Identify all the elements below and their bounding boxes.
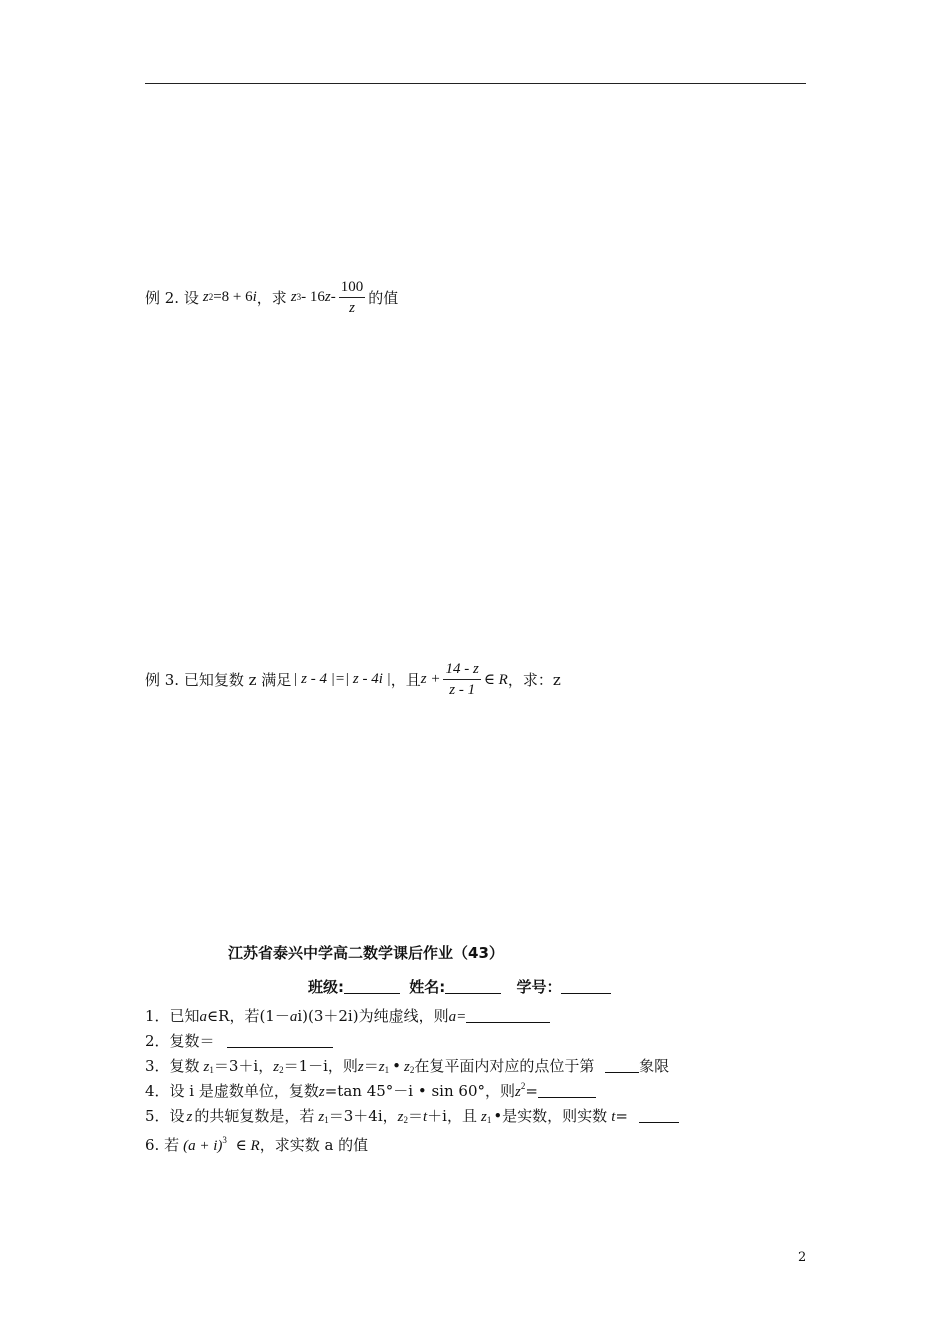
question-3: 3．复数 $z_1=3+i$，$z_2=1-i$，则$z=z_1$ • $z_2$在复平面内对应的点位于第 象限 <box>145 1057 670 1075</box>
header-rule <box>145 83 806 84</box>
example-2-label: 例 2. 设 <box>145 288 199 307</box>
question-1: 1．已知a∈R，若(1－ai)(3＋2i)为纯虚线，则a= <box>145 1005 550 1026</box>
question-6: 6. 若 $(a + i)^3$ ∈ R，求实数 a 的值 <box>145 1135 369 1154</box>
question-4: 4．设 i 是虚数单位，复数z=tan 45°－i • sin 60°，则$z^2=$ <box>145 1080 596 1101</box>
student-info-row: 班级: 姓名: 学号： <box>308 976 611 997</box>
name-blank[interactable] <box>445 979 501 994</box>
example-3-fraction: $\frac{14 - z}{z - 1}$ <box>445 660 479 698</box>
q1-answer-blank[interactable] <box>466 1008 550 1023</box>
q2-answer-blank[interactable] <box>227 1033 333 1048</box>
q5-answer-blank[interactable] <box>639 1108 679 1123</box>
class-blank[interactable] <box>344 979 400 994</box>
id-blank[interactable] <box>561 979 611 994</box>
example-3-label: 例 3. 已知复数 z 满足 <box>145 670 292 689</box>
question-5: 5．设 z 的共轭复数是，若 $z_1=3+4i$，$z_2=t+i$，且 $z_1$ •是实数，则实数 t= <box>145 1105 679 1126</box>
q4-answer-blank[interactable] <box>538 1083 596 1098</box>
question-2: 2．复数＝ <box>145 1030 333 1051</box>
example-2-fraction: $\frac{100}{z}$ <box>340 278 364 316</box>
example-2: 例 2. 设 z 2 =8 + 6 i ，求 z 3 - 16 z - $\frac{100}{z}$ 的值 <box>145 278 399 316</box>
example-3: 例 3. 已知复数 z 满足 | z - 4 |=| z - 4i | ，且 z + $\frac{14 - z}{z - 1}$ ∈ R ，求：z <box>145 660 561 698</box>
homework-title: 江苏省泰兴中学高二数学课后作业（43） <box>228 944 504 962</box>
q3-answer-blank[interactable] <box>605 1058 639 1073</box>
page-number: 2 <box>798 1250 807 1265</box>
